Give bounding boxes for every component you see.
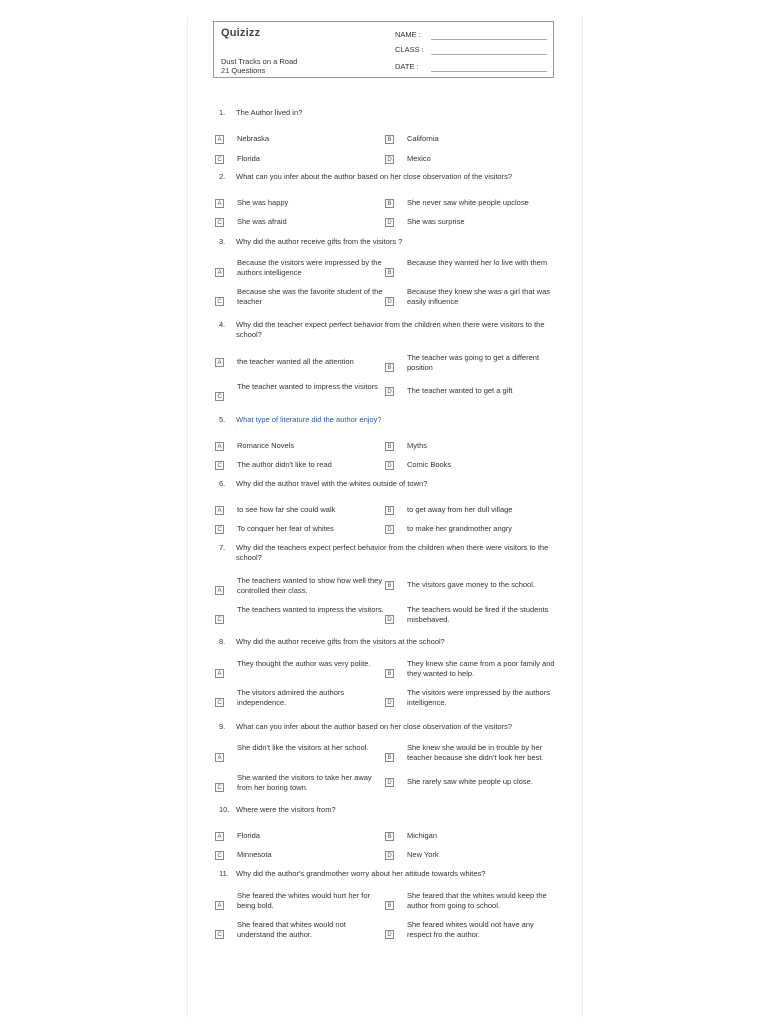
option-letter-box: A [215, 669, 224, 678]
option-letter-box: B [385, 268, 394, 277]
option-letter-box: D [385, 297, 394, 306]
option-text: to make her grandmother angry [407, 524, 513, 533]
option-letter-box: D [385, 930, 394, 939]
question-number: 8. [219, 637, 226, 646]
option-text: She feared whites would not have any respect fro the author. [407, 920, 534, 939]
option-text: Because they wanted her lo live with them [407, 258, 548, 267]
option-text: Michigan [407, 831, 438, 840]
option-letter-box: B [385, 442, 394, 451]
option-text: She was happy [237, 198, 289, 207]
option-text: She rarely saw white people up close. [407, 777, 533, 786]
option-text: The visitors were impressed by the authors intelligence. [407, 688, 550, 707]
question-number: 4. [219, 320, 226, 329]
option-text: California [407, 134, 439, 143]
option-letter-box: A [215, 199, 224, 208]
option-text: She knew she would be in trouble by her teacher because she didn't look her best. [407, 743, 544, 762]
option-text: Nebraska [237, 134, 270, 143]
question-number: 3. [219, 237, 226, 246]
option-text: She feared the whites would hurt her for being bold. [237, 891, 370, 910]
option-text: Florida [237, 154, 260, 163]
quiz-title-block [221, 57, 297, 75]
option-letter-box: B [385, 363, 394, 372]
option-letter-box: B [385, 199, 394, 208]
option-text: The teacher wanted to get a gift [407, 386, 513, 395]
option-letter-box: D [385, 525, 394, 534]
option-text: Florida [237, 831, 260, 840]
class-line [431, 54, 547, 55]
option-text: She feared that whites would not understand the author. [237, 920, 346, 939]
class-field[interactable] [395, 45, 547, 56]
option-letter-box: B [385, 753, 394, 762]
name-field[interactable] [395, 30, 547, 41]
option-letter-box: B [385, 832, 394, 841]
option-letter-box: C [215, 783, 224, 792]
name-label: NAME : [395, 30, 421, 39]
option-text: Mexico [407, 154, 431, 163]
question-number: 5. [219, 415, 226, 424]
question-number: 6. [219, 479, 226, 488]
option-letter-box: D [385, 778, 394, 787]
option-text: Comic Books [407, 460, 452, 469]
option-text: Myths [407, 441, 428, 450]
option-text: To conquer her fear of whites [237, 524, 334, 533]
option-text: to get away from her dull village [407, 505, 513, 514]
question-text: Why did the author receive gifts from the visitors ? [236, 237, 403, 246]
option-letter-box: C [215, 392, 224, 401]
option-text: The teacher wanted to impress the visitors [237, 382, 378, 391]
name-line [431, 39, 547, 40]
class-label: CLASS : [395, 45, 424, 54]
option-letter-box: D [385, 218, 394, 227]
option-text: The teachers wanted to impress the visitors. [237, 605, 384, 614]
option-text: Because they knew she was a girl that was easily influence [407, 287, 550, 306]
option-text: She never saw white people upclose [407, 198, 529, 207]
option-letter-box: B [385, 669, 394, 678]
question-number: 7. [219, 543, 226, 552]
option-text: Because she was the favorite student of the teacher [237, 287, 383, 306]
question-text: What can you infer about the author based on her close observation of the visitors? [236, 172, 512, 181]
quizizz-logo: Quizizz [221, 27, 261, 39]
question-text: The Author lived in? [236, 108, 303, 117]
date-line [431, 71, 547, 72]
question-number: 9. [219, 722, 226, 731]
option-letter-box: D [385, 851, 394, 860]
option-letter-box: C [215, 218, 224, 227]
option-text: She wanted the visitors to take her away from her boring town. [237, 773, 372, 792]
option-text: The teacher was going to get a different position [407, 353, 540, 372]
quiz-title: Dust Tracks on a Road [221, 57, 298, 66]
option-letter-box: B [385, 506, 394, 515]
option-text: The teachers would be fired if the students misbehaved. [407, 605, 549, 624]
option-letter-box: B [385, 901, 394, 910]
date-label: DATE : [395, 62, 419, 71]
option-text: They thought the author was very polite. [237, 659, 371, 668]
question-text: What type of literature did the author enjoy? [236, 415, 382, 424]
option-letter-box: C [215, 615, 224, 624]
option-letter-box: A [215, 135, 224, 144]
option-letter-box: A [215, 901, 224, 910]
option-letter-box: A [215, 358, 224, 367]
option-letter-box: A [215, 586, 224, 595]
option-letter-box: A [215, 442, 224, 451]
option-letter-box: D [385, 155, 394, 164]
option-letter-box: C [215, 698, 224, 707]
option-letter-box: A [215, 506, 224, 515]
option-letter-box: A [215, 753, 224, 762]
date-field[interactable] [395, 62, 547, 73]
option-letter-box: A [215, 832, 224, 841]
option-text: The visitors admired the authors independence. [237, 688, 345, 707]
option-letter-box: D [385, 615, 394, 624]
question-text: Why did the teachers expect perfect behavior from the children when there were visitors to the school? [236, 543, 549, 562]
question-text: Where were the visitors from? [236, 805, 336, 814]
question-text: Why did the author receive gifts from the visitors at the school? [236, 637, 445, 646]
worksheet-header [213, 21, 554, 78]
option-text: The author didn't like to read [237, 460, 332, 469]
option-text: Romance Novels [237, 441, 295, 450]
option-letter-box: C [215, 297, 224, 306]
question-text: What can you infer about the author based on her close observation of the visitors? [236, 722, 512, 731]
option-text: She was afraid [237, 217, 287, 226]
option-letter-box: C [215, 930, 224, 939]
option-text: Because the visitors were impressed by the authors intelligence [237, 258, 382, 277]
question-text: Why did the teacher expect perfect behavior from the children when there were visitors to the school? [236, 320, 545, 339]
option-text: Minnesota [237, 850, 272, 859]
option-letter-box: C [215, 525, 224, 534]
option-letter-box: D [385, 461, 394, 470]
worksheet-page [187, 17, 583, 1017]
option-text: She feared that the whites would keep the author from going to school. [407, 891, 547, 910]
option-letter-box: C [215, 851, 224, 860]
question-number: 1. [219, 108, 226, 117]
question-number: 11. [219, 869, 229, 878]
question-text: Why did the author's grandmother worry about her attitude towards whites? [236, 869, 486, 878]
option-letter-box: D [385, 387, 394, 396]
option-text: She was surprise [407, 217, 465, 226]
option-text: the teacher wanted all the attention [237, 357, 354, 366]
option-text: They knew she came from a poor family and they wanted to help. [407, 659, 555, 678]
option-text: She didn't like the visitors at her school. [237, 743, 369, 752]
option-text: The visitors gave money to the school. [407, 580, 535, 589]
option-letter-box: B [385, 581, 394, 590]
option-text: to see how far she could walk [237, 505, 336, 514]
question-text: Why did the author travel with the whites outside of town? [236, 479, 428, 488]
option-text: The teachers wanted to show how well they controlled their class. [237, 576, 383, 595]
option-letter-box: C [215, 155, 224, 164]
question-number: 10. [219, 805, 230, 814]
option-letter-box: C [215, 461, 224, 470]
option-letter-box: B [385, 135, 394, 144]
option-letter-box: A [215, 268, 224, 277]
question-number: 2. [219, 172, 226, 181]
option-text: New York [407, 850, 439, 859]
option-letter-box: D [385, 698, 394, 707]
question-count: 21 Questions [221, 66, 266, 75]
